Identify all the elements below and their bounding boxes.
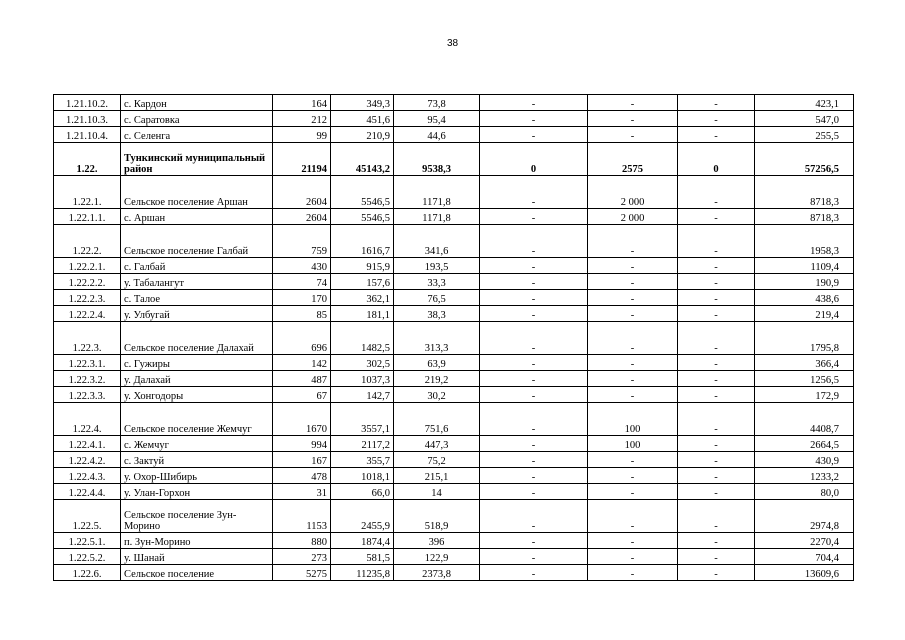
row-name: Сельское поселение bbox=[121, 565, 273, 581]
row-value-2: 915,9 bbox=[331, 258, 394, 274]
row-value-3: 9538,3 bbox=[394, 143, 480, 176]
row-value-4: - bbox=[480, 127, 588, 143]
row-total: 13609,6 bbox=[755, 565, 854, 581]
row-value-5: - bbox=[588, 322, 678, 355]
row-value-4: - bbox=[480, 484, 588, 500]
row-total: 4408,7 bbox=[755, 403, 854, 436]
row-value-2: 1482,5 bbox=[331, 322, 394, 355]
row-total: 8718,3 bbox=[755, 209, 854, 225]
row-value-4: - bbox=[480, 274, 588, 290]
row-value-5: 100 bbox=[588, 403, 678, 436]
row-value-1: 170 bbox=[273, 290, 331, 306]
row-value-4: - bbox=[480, 565, 588, 581]
row-value-2: 157,6 bbox=[331, 274, 394, 290]
row-code: 1.22.3.3. bbox=[54, 387, 121, 403]
row-total: 2974,8 bbox=[755, 500, 854, 533]
table-row bbox=[54, 306, 854, 322]
row-value-4: - bbox=[480, 436, 588, 452]
row-total: 547,0 bbox=[755, 111, 854, 127]
row-code: 1.22.2.3. bbox=[54, 290, 121, 306]
row-value-3: 518,9 bbox=[394, 500, 480, 533]
row-value-5: - bbox=[588, 258, 678, 274]
row-code: 1.22.2.4. bbox=[54, 306, 121, 322]
row-name: с. Гужиры bbox=[121, 355, 273, 371]
row-value-6: - bbox=[678, 436, 755, 452]
row-name: с. Талое bbox=[121, 290, 273, 306]
row-value-5: 2 000 bbox=[588, 176, 678, 209]
row-value-4: 0 bbox=[480, 143, 588, 176]
row-value-4: - bbox=[480, 500, 588, 533]
page-number: 38 bbox=[446, 38, 459, 49]
row-value-5: - bbox=[588, 533, 678, 549]
row-total: 57256,5 bbox=[755, 143, 854, 176]
row-code: 1.22. bbox=[54, 143, 121, 176]
row-value-1: 487 bbox=[273, 371, 331, 387]
row-value-6: - bbox=[678, 274, 755, 290]
data-table bbox=[53, 94, 854, 581]
row-value-6: - bbox=[678, 484, 755, 500]
row-value-4: - bbox=[480, 403, 588, 436]
row-value-5: - bbox=[588, 95, 678, 111]
row-value-1: 2604 bbox=[273, 209, 331, 225]
row-value-1: 85 bbox=[273, 306, 331, 322]
row-code: 1.22.4. bbox=[54, 403, 121, 436]
table-row bbox=[54, 452, 854, 468]
row-value-1: 212 bbox=[273, 111, 331, 127]
row-name: у. Улбугай bbox=[121, 306, 273, 322]
row-value-4: - bbox=[480, 468, 588, 484]
row-value-2: 181,1 bbox=[331, 306, 394, 322]
row-value-1: 880 bbox=[273, 533, 331, 549]
row-name: с. Галбай bbox=[121, 258, 273, 274]
row-value-3: 1171,8 bbox=[394, 209, 480, 225]
row-value-5: - bbox=[588, 468, 678, 484]
row-value-3: 396 bbox=[394, 533, 480, 549]
row-name: с. Зактуй bbox=[121, 452, 273, 468]
row-value-5: - bbox=[588, 274, 678, 290]
row-value-3: 33,3 bbox=[394, 274, 480, 290]
row-value-6: - bbox=[678, 209, 755, 225]
row-value-6: - bbox=[678, 225, 755, 258]
row-total: 430,9 bbox=[755, 452, 854, 468]
row-total: 423,1 bbox=[755, 95, 854, 111]
row-code: 1.22.3. bbox=[54, 322, 121, 355]
row-name: Сельское поселение Аршан bbox=[121, 176, 273, 209]
row-value-6: - bbox=[678, 355, 755, 371]
row-value-4: - bbox=[480, 452, 588, 468]
row-value-2: 2117,2 bbox=[331, 436, 394, 452]
row-value-6: - bbox=[678, 549, 755, 565]
row-value-1: 478 bbox=[273, 468, 331, 484]
row-value-4: - bbox=[480, 387, 588, 403]
row-code: 1.22.1. bbox=[54, 176, 121, 209]
row-value-3: 38,3 bbox=[394, 306, 480, 322]
row-value-5: - bbox=[588, 111, 678, 127]
row-value-3: 219,2 bbox=[394, 371, 480, 387]
row-value-3: 341,6 bbox=[394, 225, 480, 258]
row-value-5: 100 bbox=[588, 436, 678, 452]
row-total: 8718,3 bbox=[755, 176, 854, 209]
row-value-4: - bbox=[480, 258, 588, 274]
row-value-5: - bbox=[588, 549, 678, 565]
row-value-3: 95,4 bbox=[394, 111, 480, 127]
row-name: у. Улан-Горхон bbox=[121, 484, 273, 500]
row-value-1: 2604 bbox=[273, 176, 331, 209]
row-code: 1.22.3.2. bbox=[54, 371, 121, 387]
row-value-3: 447,3 bbox=[394, 436, 480, 452]
row-value-3: 1171,8 bbox=[394, 176, 480, 209]
row-name: Сельское поселение Галбай bbox=[121, 225, 273, 258]
row-value-1: 21194 bbox=[273, 143, 331, 176]
row-value-6: - bbox=[678, 258, 755, 274]
row-value-6: - bbox=[678, 322, 755, 355]
row-total: 366,4 bbox=[755, 355, 854, 371]
row-name: Сельское поселение Зун-Морино bbox=[121, 500, 273, 533]
table-row bbox=[54, 387, 854, 403]
row-value-2: 45143,2 bbox=[331, 143, 394, 176]
row-total: 2270,4 bbox=[755, 533, 854, 549]
row-value-5: - bbox=[588, 355, 678, 371]
row-value-2: 302,5 bbox=[331, 355, 394, 371]
row-value-4: - bbox=[480, 533, 588, 549]
row-code: 1.22.2.1. bbox=[54, 258, 121, 274]
row-value-4: - bbox=[480, 322, 588, 355]
table-row bbox=[54, 225, 854, 258]
row-value-6: - bbox=[678, 290, 755, 306]
row-value-3: 73,8 bbox=[394, 95, 480, 111]
row-name: п. Зун-Морино bbox=[121, 533, 273, 549]
row-value-3: 215,1 bbox=[394, 468, 480, 484]
row-value-1: 273 bbox=[273, 549, 331, 565]
row-value-4: - bbox=[480, 355, 588, 371]
row-value-2: 362,1 bbox=[331, 290, 394, 306]
row-name: с. Саратовка bbox=[121, 111, 273, 127]
table-row bbox=[54, 533, 854, 549]
row-value-3: 313,3 bbox=[394, 322, 480, 355]
row-total: 1958,3 bbox=[755, 225, 854, 258]
row-value-4: - bbox=[480, 111, 588, 127]
row-value-6: - bbox=[678, 111, 755, 127]
table-row bbox=[54, 436, 854, 452]
table-row bbox=[54, 322, 854, 355]
table-row bbox=[54, 127, 854, 143]
row-value-5: - bbox=[588, 290, 678, 306]
row-name: с. Кардон bbox=[121, 95, 273, 111]
row-value-1: 67 bbox=[273, 387, 331, 403]
table-row bbox=[54, 371, 854, 387]
row-value-5: 2575 bbox=[588, 143, 678, 176]
row-total: 438,6 bbox=[755, 290, 854, 306]
row-value-6: 0 bbox=[678, 143, 755, 176]
row-code: 1.22.4.1. bbox=[54, 436, 121, 452]
row-value-1: 164 bbox=[273, 95, 331, 111]
row-value-3: 63,9 bbox=[394, 355, 480, 371]
row-total: 219,4 bbox=[755, 306, 854, 322]
row-value-2: 349,3 bbox=[331, 95, 394, 111]
row-total: 80,0 bbox=[755, 484, 854, 500]
row-code: 1.22.4.3. bbox=[54, 468, 121, 484]
table-row bbox=[54, 111, 854, 127]
row-value-4: - bbox=[480, 306, 588, 322]
table-row bbox=[54, 484, 854, 500]
row-value-6: - bbox=[678, 127, 755, 143]
row-value-2: 66,0 bbox=[331, 484, 394, 500]
row-value-5: - bbox=[588, 127, 678, 143]
row-code: 1.22.2. bbox=[54, 225, 121, 258]
row-value-2: 355,7 bbox=[331, 452, 394, 468]
row-value-6: - bbox=[678, 403, 755, 436]
row-value-6: - bbox=[678, 468, 755, 484]
row-value-2: 210,9 bbox=[331, 127, 394, 143]
row-value-6: - bbox=[678, 565, 755, 581]
row-value-2: 1037,3 bbox=[331, 371, 394, 387]
row-total: 1233,2 bbox=[755, 468, 854, 484]
row-value-4: - bbox=[480, 176, 588, 209]
table-row bbox=[54, 549, 854, 565]
row-code: 1.22.4.4. bbox=[54, 484, 121, 500]
row-value-1: 5275 bbox=[273, 565, 331, 581]
row-value-5: - bbox=[588, 500, 678, 533]
table-row bbox=[54, 274, 854, 290]
row-value-6: - bbox=[678, 387, 755, 403]
row-value-3: 44,6 bbox=[394, 127, 480, 143]
row-code: 1.22.4.2. bbox=[54, 452, 121, 468]
row-value-2: 1616,7 bbox=[331, 225, 394, 258]
row-value-1: 167 bbox=[273, 452, 331, 468]
row-value-1: 142 bbox=[273, 355, 331, 371]
row-value-1: 430 bbox=[273, 258, 331, 274]
row-code: 1.22.6. bbox=[54, 565, 121, 581]
row-code: 1.21.10.2. bbox=[54, 95, 121, 111]
row-value-4: - bbox=[480, 290, 588, 306]
row-value-6: - bbox=[678, 95, 755, 111]
table-row bbox=[54, 176, 854, 209]
row-name: с. Жемчуг bbox=[121, 436, 273, 452]
row-value-2: 11235,8 bbox=[331, 565, 394, 581]
row-value-4: - bbox=[480, 209, 588, 225]
row-total: 1795,8 bbox=[755, 322, 854, 355]
row-value-5: 2 000 bbox=[588, 209, 678, 225]
row-value-2: 451,6 bbox=[331, 111, 394, 127]
row-value-6: - bbox=[678, 533, 755, 549]
row-value-1: 99 bbox=[273, 127, 331, 143]
row-value-1: 696 bbox=[273, 322, 331, 355]
row-value-2: 5546,5 bbox=[331, 209, 394, 225]
row-value-5: - bbox=[588, 387, 678, 403]
row-value-2: 2455,9 bbox=[331, 500, 394, 533]
row-value-5: - bbox=[588, 371, 678, 387]
row-value-2: 581,5 bbox=[331, 549, 394, 565]
row-value-2: 142,7 bbox=[331, 387, 394, 403]
row-value-6: - bbox=[678, 306, 755, 322]
row-value-2: 1018,1 bbox=[331, 468, 394, 484]
row-value-2: 1874,4 bbox=[331, 533, 394, 549]
row-code: 1.22.5. bbox=[54, 500, 121, 533]
row-code: 1.22.5.1. bbox=[54, 533, 121, 549]
row-value-4: - bbox=[480, 549, 588, 565]
row-total: 172,9 bbox=[755, 387, 854, 403]
row-value-3: 14 bbox=[394, 484, 480, 500]
row-value-6: - bbox=[678, 500, 755, 533]
row-name: у. Хонгодоры bbox=[121, 387, 273, 403]
table-row bbox=[54, 355, 854, 371]
row-value-6: - bbox=[678, 452, 755, 468]
row-value-3: 2373,8 bbox=[394, 565, 480, 581]
row-total: 190,9 bbox=[755, 274, 854, 290]
row-name: с. Селенга bbox=[121, 127, 273, 143]
row-value-1: 759 bbox=[273, 225, 331, 258]
row-total: 1256,5 bbox=[755, 371, 854, 387]
row-value-3: 193,5 bbox=[394, 258, 480, 274]
table-body bbox=[54, 95, 854, 581]
row-value-2: 5546,5 bbox=[331, 176, 394, 209]
row-value-3: 751,6 bbox=[394, 403, 480, 436]
table-row bbox=[54, 403, 854, 436]
row-value-5: - bbox=[588, 452, 678, 468]
row-name: с. Аршан bbox=[121, 209, 273, 225]
table-row bbox=[54, 468, 854, 484]
row-name: у. Шанай bbox=[121, 549, 273, 565]
table-row bbox=[54, 258, 854, 274]
row-total: 704,4 bbox=[755, 549, 854, 565]
row-value-5: - bbox=[588, 306, 678, 322]
row-value-3: 122,9 bbox=[394, 549, 480, 565]
row-value-5: - bbox=[588, 225, 678, 258]
row-code: 1.21.10.3. bbox=[54, 111, 121, 127]
table-row bbox=[54, 143, 854, 176]
table-row bbox=[54, 500, 854, 533]
table-row bbox=[54, 209, 854, 225]
row-value-6: - bbox=[678, 371, 755, 387]
row-total: 1109,4 bbox=[755, 258, 854, 274]
row-value-4: - bbox=[480, 225, 588, 258]
row-name: у. Табалангут bbox=[121, 274, 273, 290]
row-value-1: 994 bbox=[273, 436, 331, 452]
row-value-1: 31 bbox=[273, 484, 331, 500]
row-code: 1.21.10.4. bbox=[54, 127, 121, 143]
table-row bbox=[54, 95, 854, 111]
row-total: 2664,5 bbox=[755, 436, 854, 452]
row-name: у. Охор-Шибирь bbox=[121, 468, 273, 484]
row-code: 1.22.1.1. bbox=[54, 209, 121, 225]
row-value-6: - bbox=[678, 176, 755, 209]
row-code: 1.22.2.2. bbox=[54, 274, 121, 290]
row-value-3: 30,2 bbox=[394, 387, 480, 403]
row-value-3: 75,2 bbox=[394, 452, 480, 468]
row-code: 1.22.5.2. bbox=[54, 549, 121, 565]
row-value-5: - bbox=[588, 484, 678, 500]
row-value-2: 3557,1 bbox=[331, 403, 394, 436]
row-total: 255,5 bbox=[755, 127, 854, 143]
row-name: у. Далахай bbox=[121, 371, 273, 387]
row-value-3: 76,5 bbox=[394, 290, 480, 306]
row-value-4: - bbox=[480, 95, 588, 111]
table-row bbox=[54, 290, 854, 306]
row-value-1: 1670 bbox=[273, 403, 331, 436]
row-value-1: 1153 bbox=[273, 500, 331, 533]
row-value-1: 74 bbox=[273, 274, 331, 290]
table-row bbox=[54, 565, 854, 581]
row-name: Тункинский муниципальный район bbox=[121, 143, 273, 176]
row-name: Сельское поселение Далахай bbox=[121, 322, 273, 355]
row-value-5: - bbox=[588, 565, 678, 581]
row-value-4: - bbox=[480, 371, 588, 387]
row-code: 1.22.3.1. bbox=[54, 355, 121, 371]
row-name: Сельское поселение Жемчуг bbox=[121, 403, 273, 436]
